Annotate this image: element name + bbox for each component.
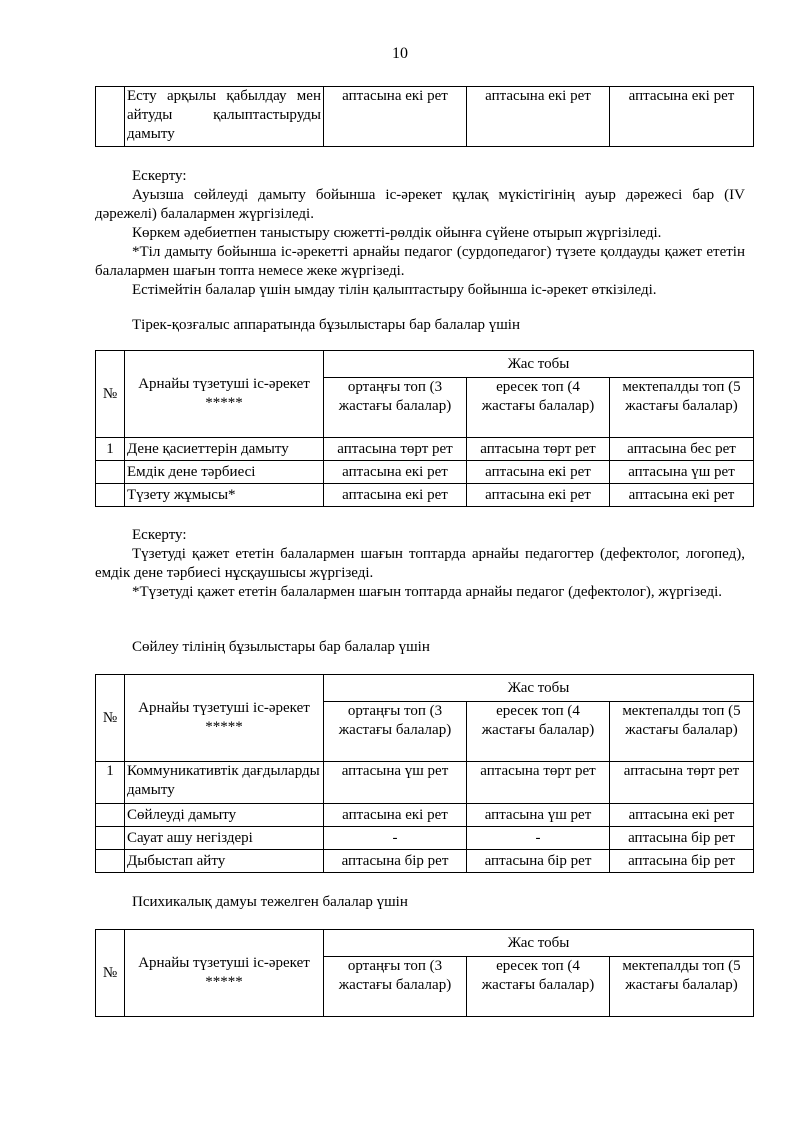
preschool-group-header: мектепалды топ (5 жастағы балалар) (610, 702, 754, 762)
preschool-group-cell: аптасына бір рет (610, 850, 754, 873)
table-row (96, 87, 754, 147)
table-row (96, 438, 754, 461)
table-row (96, 827, 754, 850)
middle-group-header: ортаңғы топ (3 жастағы балалар) (324, 957, 467, 1017)
middle-group-cell: - (324, 827, 467, 850)
middle-group-cell: аптасына екі рет (324, 461, 467, 484)
activity-cell: Сөйлеуді дамыту (125, 804, 324, 827)
activity-cell: Дыбыстап айту (125, 850, 324, 873)
row-number (96, 461, 125, 484)
number-header: № (96, 351, 125, 438)
preschool-group-cell: аптасына үш рет (610, 461, 754, 484)
senior-group-cell: аптасына бір рет (467, 850, 610, 873)
row-number: 1 (96, 438, 125, 461)
senior-group-header: ересек топ (4 жастағы балалар) (467, 957, 610, 1017)
activity-cell: Коммуникативтік дағдыларды дамыту (125, 762, 324, 804)
age-group-header: Жас тобы (324, 930, 754, 957)
number-header: № (96, 930, 125, 1017)
note-line: *Түзетуді қажет ететін балалармен шағын топтарда арнайы педагог (дефектолог), жүргізеді. (132, 584, 723, 600)
table-row (96, 804, 754, 827)
row-number: 1 (96, 762, 125, 804)
activity-cell: Түзету жұмысы* (125, 484, 324, 507)
activity-cell: Дене қасиеттерін дамыту (125, 438, 324, 461)
middle-group-header: ортаңғы топ (3 жастағы балалар) (324, 378, 467, 438)
activity-cell: Емдік дене тәрбиесі (125, 461, 324, 484)
row-number (96, 484, 125, 507)
row-number (96, 804, 125, 827)
section-title: Сөйлеу тілінің бұзылыстары бар балалар үшін (132, 639, 430, 655)
row-number (96, 850, 125, 873)
note-line: Көркем әдебиетпен таныстыру сюжетті-рөлдік ойынға сүйене отырып жүргізіледі. (132, 225, 662, 241)
section-title: Тірек-қозғалыс аппаратында бұзылыстары бар балалар үшін (132, 317, 520, 333)
senior-group-cell: аптасына екі рет (467, 484, 610, 507)
row-number (96, 827, 125, 850)
senior-group-cell: - (467, 827, 610, 850)
senior-group-cell: аптасына екі рет (467, 87, 610, 147)
note-line: *Тіл дамыту бойынша іс-әрекетті арнайы педагог (сурдопедагог) түзете қолдауды қажет ететін балалармен шағын топта немесе жеке жүргізеді. (95, 244, 745, 279)
activity-header: Арнайы түзетуші іс-әрекет ***** (125, 675, 324, 762)
table-speech (95, 674, 754, 873)
senior-group-cell: аптасына төрт рет (467, 762, 610, 804)
section-title: Психикалық дамуы тежелген балалар үшін (132, 894, 408, 910)
middle-group-cell: аптасына екі рет (324, 87, 467, 147)
preschool-group-cell: аптасына төрт рет (610, 762, 754, 804)
top-table (95, 86, 754, 147)
page-number: 10 (392, 45, 408, 62)
note-line: Ауызша сөйлеуді дамыту бойынша іс-әрекет құлақ мүкістігінің ауыр дәрежесі бар (IV дәрежелі) балалармен жүргізіледі. (95, 187, 745, 222)
table-header-row (96, 351, 754, 378)
note-2 (95, 526, 745, 602)
activity-cell: Есту арқылы қабылдау мен айтуды қалыптастыруды дамыту (125, 87, 324, 147)
preschool-group-header: мектепалды топ (5 жастағы балалар) (610, 378, 754, 438)
note-title: Ескерту: (132, 168, 187, 184)
table-row (96, 461, 754, 484)
preschool-group-cell: аптасына екі рет (610, 804, 754, 827)
note-title: Ескерту: (132, 527, 187, 543)
note-1 (95, 167, 745, 300)
age-group-header: Жас тобы (324, 675, 754, 702)
activity-header: Арнайы түзетуші іс-әрекет ***** (125, 930, 324, 1017)
table-row (96, 484, 754, 507)
note-line: Естімейтін балалар үшін ымдау тілін қалыптастыру бойынша іс-әрекет өткізіледі. (132, 282, 657, 298)
preschool-group-cell: аптасына бес рет (610, 438, 754, 461)
number-header: № (96, 675, 125, 762)
table-header-row (96, 930, 754, 957)
preschool-group-cell: аптасына екі рет (610, 87, 754, 147)
middle-group-header: ортаңғы топ (3 жастағы балалар) (324, 702, 467, 762)
senior-group-header: ересек топ (4 жастағы балалар) (467, 702, 610, 762)
middle-group-cell: аптасына бір рет (324, 850, 467, 873)
senior-group-header: ересек топ (4 жастағы балалар) (467, 378, 610, 438)
preschool-group-header: мектепалды топ (5 жастағы балалар) (610, 957, 754, 1017)
table-header-row (96, 675, 754, 702)
table-delayed-development (95, 929, 754, 1017)
preschool-group-cell: аптасына бір рет (610, 827, 754, 850)
middle-group-cell: аптасына екі рет (324, 804, 467, 827)
middle-group-cell: аптасына екі рет (324, 484, 467, 507)
senior-group-cell: аптасына үш рет (467, 804, 610, 827)
senior-group-cell: аптасына екі рет (467, 461, 610, 484)
preschool-group-cell: аптасына екі рет (610, 484, 754, 507)
activity-cell: Сауат ашу негіздері (125, 827, 324, 850)
table-row (96, 762, 754, 804)
middle-group-cell: аптасына үш рет (324, 762, 467, 804)
age-group-header: Жас тобы (324, 351, 754, 378)
table-musculoskeletal (95, 350, 754, 507)
table-row (96, 850, 754, 873)
activity-header: Арнайы түзетуші іс-әрекет ***** (125, 351, 324, 438)
senior-group-cell: аптасына төрт рет (467, 438, 610, 461)
middle-group-cell: аптасына төрт рет (324, 438, 467, 461)
note-line: Түзетуді қажет ететін балалармен шағын топтарда арнайы педагогтер (дефектолог, логопед), емдік дене тәрбиесі нұсқаушысы жүргізеді. (95, 546, 745, 581)
row-number (96, 87, 125, 147)
